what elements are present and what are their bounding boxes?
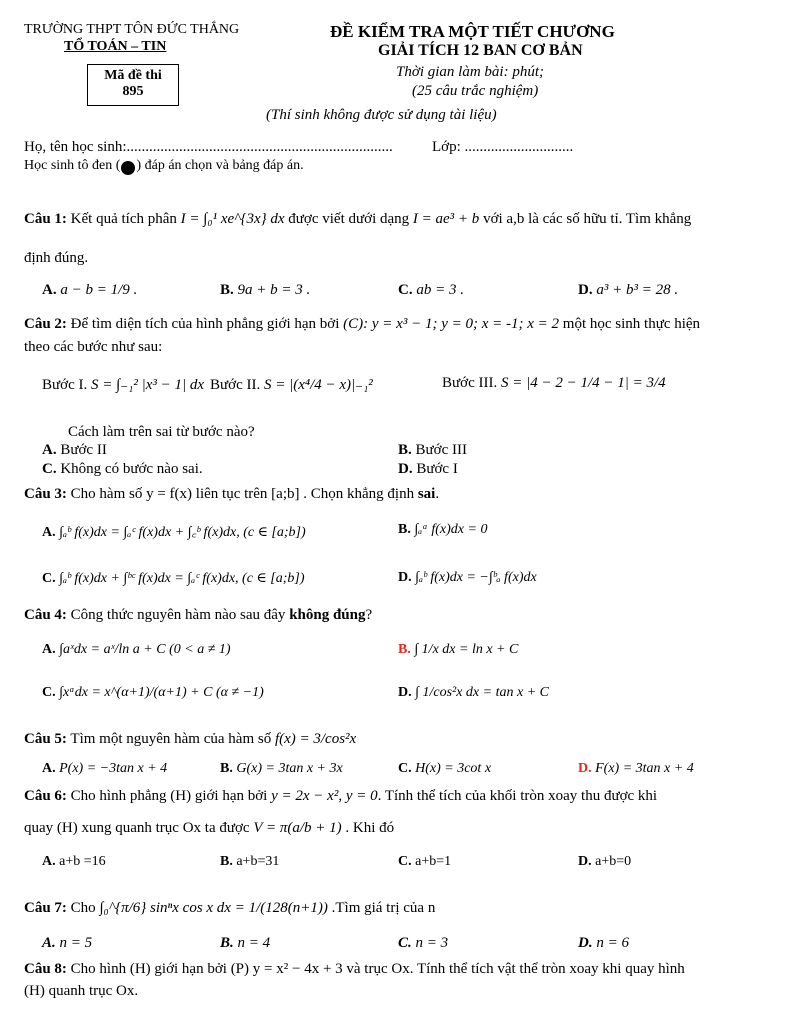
q5-option-d[interactable]: D. F(x) = 3tan x + 4 [578, 761, 694, 776]
q2-option-a[interactable]: A. Bước II [42, 442, 107, 458]
instruction: Học sinh tô đen ( ) đáp án chọn và bảng đáp án. [24, 158, 304, 173]
student-name-field[interactable]: Họ, tên học sinh:....................................................................... [24, 139, 393, 155]
q5-line1: Câu 5: Tìm một nguyên hàm của hàm số f(x) = 3/cos²x [24, 731, 357, 747]
school-name: TRƯỜNG THPT TÔN ĐỨC THẮNG [24, 22, 240, 37]
q6-line1: Câu 6: Cho hình phẳng (H) giới hạn bởi y = 2x − x², y = 0. Tính thể tích của khối tròn xoay thu được khi [24, 788, 658, 804]
class-field[interactable]: Lớp: ............................. [432, 139, 574, 155]
exam-code: 895 [122, 84, 144, 99]
q1-line2: định đúng. [24, 250, 89, 266]
q2-option-d[interactable]: D. Bước I [398, 461, 458, 477]
q7-line1: Câu 7: Cho ∫₀^{π/6} sinⁿx cos x dx = 1/(128(n+1)) .Tìm giá trị của n [24, 900, 436, 916]
q3-option-b[interactable]: B. ∫ₐᵃ f(x)dx = 0 [398, 522, 488, 537]
q7-option-c[interactable]: C. n = 3 [398, 935, 449, 951]
question-count: (25 câu trắc nghiệm) [412, 83, 539, 99]
q4-line1: Câu 4: Công thức nguyên hàm nào sau đây không đúng? [24, 607, 373, 623]
q3-option-a[interactable]: A. ∫ₐᵇ f(x)dx = ∫ₐᶜ f(x)dx + ∫꜀ᵇ f(x)dx, (c ∈ [a;b]) [42, 525, 306, 540]
q2-step3: Bước III. S = |4 − 2 − 1/4 − 1| = 3/4 [442, 375, 666, 391]
q6-line2: quay (H) xung quanh trục Ox ta được V = π(a/b + 1) . Khi đó [24, 820, 395, 836]
q2-question: Cách làm trên sai từ bước nào? [68, 424, 255, 440]
q1-line1: Câu 1: Kết quả tích phân I = ∫₀¹ xe^{3x} dx được viết dưới dạng I = ae³ + b với a,b là các số hữu tỉ. Tìm khẳng [24, 211, 692, 227]
q4-option-b[interactable]: B. ∫ 1/x dx = ln x + C [398, 642, 519, 657]
q6-option-d[interactable]: D. a+b=0 [578, 854, 632, 869]
q8-line2: (H) quanh trục Ox. [24, 983, 139, 999]
q2-option-c[interactable]: C. Không có bước nào sai. [42, 461, 203, 477]
q1-form: I = ae³ + b [412, 211, 480, 227]
q8-line1: Câu 8: Cho hình (H) giới hạn bởi (P) y = x² − 4x + 3 và trục Ox. Tính thể tích vật thể tròn xoay khi quay hình [24, 961, 685, 977]
q4-option-d[interactable]: D. ∫ 1/cos²x dx = tan x + C [398, 685, 549, 700]
q4-option-c[interactable]: C. ∫xᵅdx = x^(α+1)/(α+1) + C (α ≠ −1) [42, 685, 264, 700]
q3-option-d[interactable]: D. ∫ₐᵇ f(x)dx = −∫ᵇₐ f(x)dx [398, 570, 537, 585]
q6-option-c[interactable]: C. a+b=1 [398, 854, 452, 869]
q7-option-d[interactable]: D. n = 6 [578, 935, 629, 951]
q3-line1: Câu 3: Cho hàm số y = f(x) liên tục trên [a;b] . Chọn khẳng định sai. [24, 486, 440, 502]
q3-option-c[interactable]: C. ∫ₐᵇ f(x)dx + ∫ᵇᶜ f(x)dx = ∫ₐᶜ f(x)dx, (c ∈ [a;b]) [42, 571, 305, 586]
exam-title-1: ĐỀ KIỂM TRA MỘT TIẾT CHƯƠNG [330, 22, 615, 41]
exam-time: Thời gian làm bài: phút; [396, 64, 545, 80]
q2-option-b[interactable]: B. Bước III [398, 442, 467, 458]
q1-integral: I = ∫₀¹ xe^{3x} dx [180, 211, 285, 227]
q5-option-a[interactable]: A. P(x) = −3tan x + 4 [42, 761, 168, 776]
q1-option-c[interactable]: C. ab = 3 . [398, 282, 464, 298]
exam-code-box [87, 64, 179, 106]
q2-line1: Câu 2: Để tìm diện tích của hình phẳng giới hạn bởi (C): y = x³ − 1; y = 0; x = -1; x = 2 một học sinh thực hiện [24, 316, 701, 332]
q2-line2: theo các bước như sau: [24, 339, 163, 355]
q2-step2: Bước II. S = |(x⁴/4 − x)|₋₁² [210, 377, 373, 393]
filled-circle-icon [121, 161, 135, 175]
q6-option-a[interactable]: A. a+b =16 [42, 854, 106, 869]
exam-title-2: GIẢI TÍCH 12 BAN CƠ BẢN [378, 42, 583, 59]
q6-option-b[interactable]: B. a+b=31 [220, 854, 280, 869]
q7-option-b[interactable]: B. n = 4 [220, 935, 271, 951]
q1-option-b[interactable]: B. 9a + b = 3 . [220, 282, 311, 298]
q2-step1: Bước I. S = ∫₋₁² |x³ − 1| dx [42, 377, 205, 393]
q1-option-d[interactable]: D. a³ + b³ = 28 . [578, 282, 679, 298]
exam-note: (Thí sinh không được sử dụng tài liệu) [266, 107, 497, 123]
exam-code-label: Mã đề thi [104, 68, 162, 83]
q5-option-b[interactable]: B. G(x) = 3tan x + 3x [220, 761, 343, 776]
q5-option-c[interactable]: C. H(x) = 3cot x [398, 761, 492, 776]
q7-option-a[interactable]: A. n = 5 [42, 935, 93, 951]
q1-option-a[interactable]: A. a − b = 1/9 . [42, 282, 138, 298]
q4-option-a[interactable]: A. ∫aˣdx = aˣ/ln a + C (0 < a ≠ 1) [42, 642, 231, 657]
group-name: TỔ TOÁN – TIN [64, 39, 167, 54]
